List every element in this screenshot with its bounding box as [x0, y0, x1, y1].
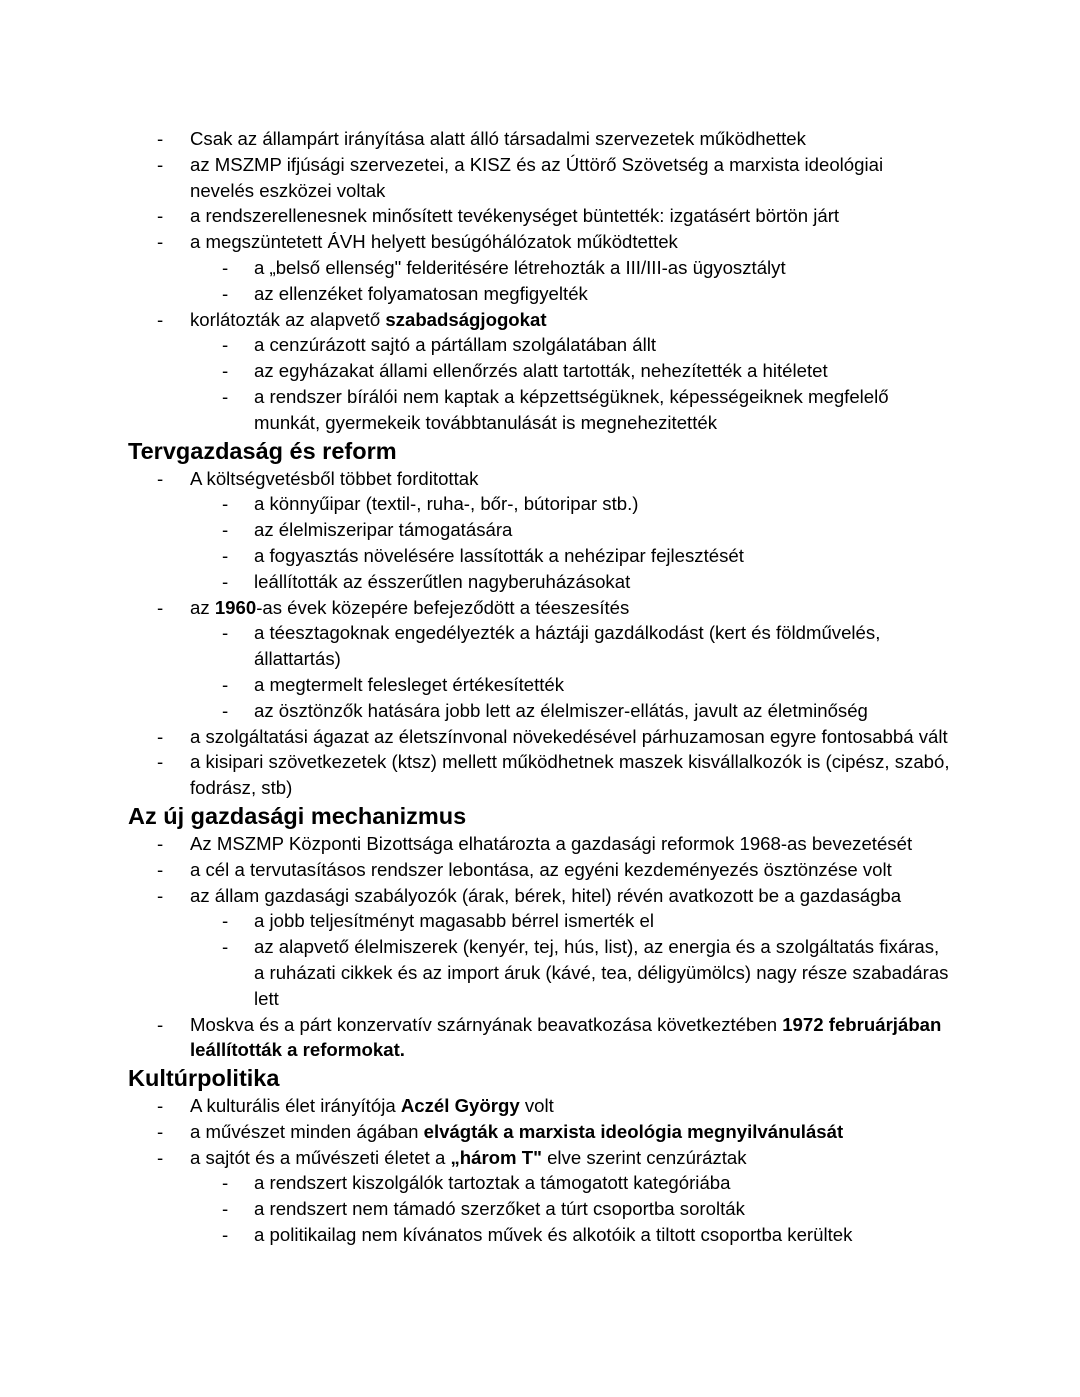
bullet-dash: - [157, 1146, 164, 1168]
item-text: Moskva és a párt konzervatív szárnyának beavatkozása következtében [190, 1013, 783, 1035]
list-item [0, 724, 1080, 750]
item-text: az élelmiszeripar támogatására [254, 519, 513, 541]
bullet-dash: - [222, 1198, 229, 1220]
list-item [0, 1222, 1080, 1248]
bullet-dash: - [222, 544, 229, 566]
item-text: az ösztönzők hatására jobb lett az élelmiszer-ellátás, javult az életminőség [254, 699, 868, 721]
bullet-dash: - [222, 1172, 229, 1194]
item-text: korlátozták az alapvető [190, 308, 386, 330]
item-text: elve szerint cenzúráztak [541, 1146, 747, 1168]
bullet-dash: - [222, 910, 229, 932]
item-text: az egyházakat állami ellenőrzés alatt tartották, nehezítették a hitéletet [254, 360, 828, 382]
bullet-dash: - [157, 858, 164, 880]
item-text: A költségvetésből többet forditottak [190, 467, 479, 489]
item-text: a szolgáltatási ágazat az életszínvonal növekedésével párhuzamosan egyre fontosabbá vált [190, 725, 948, 747]
bold-text: Aczél György [400, 1095, 520, 1117]
bullet-dash: - [157, 751, 164, 773]
list-item [0, 595, 1080, 621]
list-item [0, 908, 1080, 934]
list-item [0, 229, 1080, 255]
item-text: A kulturális élet irányítója [190, 1095, 401, 1117]
item-text: az alapvető élelmiszerek (kenyér, tej, hús, list), az energia és a szolgáltatás fixáras, a ruházati cikkek és az import áruk (kávé, tea, déligyümölcs) nagy része szabadáras lett [254, 936, 949, 1009]
item-text: a jobb teljesítményt magasabb bérrel ismerték el [254, 910, 654, 932]
item-text: a rendszer bírálói nem kaptak a képzettségüknek, képességeiknek megfelelő munkát, gyermekeik továbbtanulását is megnehezitették [254, 385, 889, 433]
list-item [0, 749, 1080, 801]
list-item [0, 1196, 1080, 1222]
list-item [0, 1145, 1080, 1171]
bullet-dash: - [222, 622, 229, 644]
list-item [0, 1170, 1080, 1196]
bold-text: 1972 februárjában leállították a reformokat. [190, 1013, 942, 1061]
bullet-dash: - [157, 467, 164, 489]
bullet-dash: - [157, 596, 164, 618]
bold-text: elvágták a marxista ideológia megnyilvánulását [423, 1120, 844, 1142]
list-item [0, 831, 1080, 857]
bullet-dash: - [157, 832, 164, 854]
item-text: leállították az ésszerűtlen nagyberuházásokat [254, 570, 631, 592]
list-item [0, 1119, 1080, 1145]
bullet-dash: - [222, 493, 229, 515]
item-text: a művészet minden ágában [190, 1120, 424, 1142]
document-page [0, 126, 1080, 1248]
list-item [0, 491, 1080, 517]
item-text: -as évek közepére befejeződött a téeszesítés [256, 596, 630, 618]
list-item [0, 307, 1080, 333]
bullet-dash: - [157, 884, 164, 906]
bullet-dash: - [157, 1120, 164, 1142]
item-text: a téesztagoknak engedélyezték a háztáji gazdálkodást (kert és földművelés, állattartás) [254, 622, 881, 670]
list-item [0, 466, 1080, 492]
list-item [0, 255, 1080, 281]
bold-text: „három T" [450, 1146, 542, 1168]
list-item [0, 203, 1080, 229]
bullet-dash: - [222, 673, 229, 695]
bullet-dash: - [222, 360, 229, 382]
bullet-dash: - [157, 725, 164, 747]
list-item [0, 934, 1080, 1011]
list-item [0, 569, 1080, 595]
bullet-dash: - [157, 128, 164, 149]
item-text: a „belső ellenség" felderitésére létrehozták a III/III-as ügyosztályt [254, 256, 786, 278]
item-text: a kisipari szövetkezetek (ktsz) mellett működhetnek maszek kisvállalkozók is (cipész, szabó, fodrász, stb) [190, 751, 950, 799]
list-item [0, 1012, 1080, 1064]
list-item [0, 698, 1080, 724]
item-text: az [190, 596, 215, 618]
list-item [0, 152, 1080, 204]
item-text: a megtermelt felesleget értékesítették [254, 673, 565, 695]
bullet-dash: - [157, 231, 164, 253]
item-text: a cél a tervutasításos rendszer lebontása, az egyéni kezdeményezés ösztönzése volt [190, 858, 892, 880]
bullet-dash: - [222, 256, 229, 278]
bullet-dash: - [157, 1095, 164, 1117]
section-heading: Az új gazdasági mechanizmus [128, 802, 467, 829]
item-text: az ellenzéket folyamatosan megfigyelték [254, 282, 588, 304]
item-text: az állam gazdasági szabályozók (árak, bérek, hitel) révén avatkozott be a gazdaságba [190, 884, 902, 906]
bullet-dash: - [222, 334, 229, 356]
item-text: Az MSZMP Központi Bizottsága elhatározta a gazdasági reformok 1968-as bevezetését [190, 832, 913, 854]
bullet-dash: - [157, 205, 164, 227]
section-heading: Kultúrpolitika [128, 1065, 280, 1092]
list-item [0, 543, 1080, 569]
list-item [0, 281, 1080, 307]
item-text: a rendszert nem támadó szerzőket a túrt csoportba sorolták [254, 1198, 745, 1220]
list-item [0, 358, 1080, 384]
item-text: a rendszert kiszolgálók tartoztak a támogatott kategóriába [254, 1172, 731, 1194]
bullet-dash: - [157, 153, 164, 175]
bullet-dash: - [222, 1224, 229, 1246]
list-item [0, 883, 1080, 909]
item-text: a fogyasztás növelésére lassították a nehézipar fejlesztését [254, 544, 744, 566]
bullet-dash: - [157, 1013, 164, 1035]
bullet-dash: - [222, 519, 229, 541]
list-item [0, 517, 1080, 543]
list-item [0, 332, 1080, 358]
item-text: a rendszerellenesnek minősített tevékenységet büntették: izgatásért börtön járt [190, 205, 840, 227]
item-text: a megszüntetett ÁVH helyett besúgóhálózatok működtettek [190, 231, 678, 253]
list-item [0, 672, 1080, 698]
list-item [0, 620, 1080, 672]
bullet-dash: - [222, 385, 229, 407]
list-item [0, 384, 1080, 436]
item-text: a sajtót és a művészeti életet a [190, 1146, 451, 1168]
bullet-dash: - [222, 570, 229, 592]
list-item [0, 1093, 1080, 1119]
bold-text: 1960 [214, 596, 257, 618]
item-text: a politikailag nem kívánatos művek és alkotóik a tiltott csoportba kerültek [254, 1224, 853, 1246]
bullet-dash: - [222, 936, 229, 958]
item-text: a cenzúrázott sajtó a pártállam szolgálatában állt [254, 334, 657, 356]
item-text: az MSZMP ifjúsági szervezetei, a KISZ és az Úttörő Szövetség a marxista ideológiai nevelés eszközei voltak [190, 153, 884, 201]
item-text: volt [519, 1095, 554, 1117]
list-item [0, 857, 1080, 883]
item-text: Csak az állampárt irányítása alatt álló társadalmi szervezetek működhettek [190, 128, 806, 149]
list-item [0, 126, 1080, 152]
bullet-dash: - [222, 699, 229, 721]
bold-text: szabadságjogokat [385, 308, 547, 330]
bullet-dash: - [222, 282, 229, 304]
item-text: a könnyűipar (textil-, ruha-, bőr-, bútoripar stb.) [254, 493, 639, 515]
section-heading: Tervgazdaság és reform [128, 437, 397, 464]
bullet-dash: - [157, 308, 164, 330]
